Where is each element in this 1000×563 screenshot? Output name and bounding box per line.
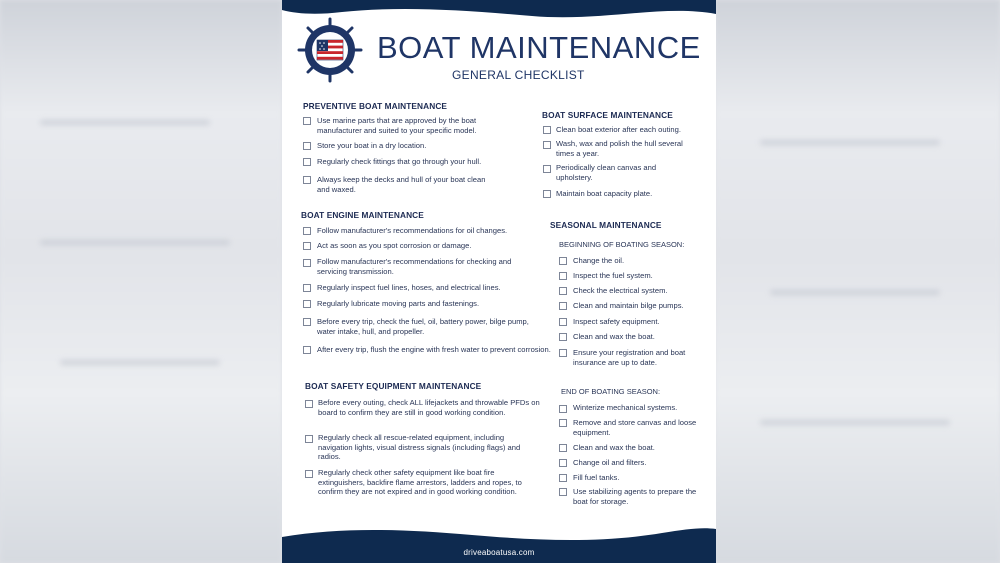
checklist-item: Use stabilizing agents to prepare the boat for storage. xyxy=(573,487,697,506)
checklist-item: Follow manufacturer's recommendations for checking and servicing transmission. xyxy=(317,257,512,276)
checklist-item: Maintain boat capacity plate. xyxy=(556,189,653,198)
checkbox[interactable] xyxy=(543,190,551,198)
ship-wheel-flag-logo xyxy=(297,17,363,83)
checklist-item: Regularly check fittings that go through your hull. xyxy=(317,157,482,166)
checklist-item: Before every trip, check the fuel, oil, battery power, bilge pump, water intake, hull, and propeller. xyxy=(317,317,529,336)
beginning-season-heading: BEGINNING OF BOATING SEASON: xyxy=(559,240,685,249)
checklist-item: Regularly check other safety equipment like boat fire extinguishers, backfire flame arrestors, ladders and ropes, to confirm they are not expired and in good working condition. xyxy=(318,468,522,496)
checklist-item: Winterize mechanical systems. xyxy=(573,403,678,412)
engine-heading: BOAT ENGINE MAINTENANCE xyxy=(301,210,424,220)
checklist-item: Periodically clean canvas and upholstery. xyxy=(556,163,657,182)
bottom-wave-banner xyxy=(282,523,716,563)
checklist-item: Change the oil. xyxy=(573,256,625,265)
checkbox[interactable] xyxy=(559,318,567,326)
background-ghost-line xyxy=(60,360,220,365)
background-blur-left xyxy=(0,0,282,563)
checklist-item: Wash, wax and polish the hull several times a year. xyxy=(556,139,683,158)
checkbox[interactable] xyxy=(303,227,311,235)
checklist-item: Change oil and filters. xyxy=(573,458,647,467)
checkbox[interactable] xyxy=(559,257,567,265)
checklist-item: Clean and wax the boat. xyxy=(573,332,655,341)
background-ghost-line xyxy=(40,120,210,125)
checkbox[interactable] xyxy=(543,126,551,134)
checklist-item: Store your boat in a dry location. xyxy=(317,141,427,150)
background-blur-right xyxy=(715,0,1000,563)
seasonal-heading: SEASONAL MAINTENANCE xyxy=(550,220,662,230)
checkbox[interactable] xyxy=(559,488,567,496)
checklist-item: Use marine parts that are approved by the boat manufacturer and suited to your specific model. xyxy=(317,116,477,135)
checkbox[interactable] xyxy=(305,470,313,478)
page-title: BOAT MAINTENANCE xyxy=(377,30,701,65)
checkbox[interactable] xyxy=(559,349,567,357)
end-season-heading: END OF BOATING SEASON: xyxy=(561,387,661,396)
checkbox[interactable] xyxy=(303,300,311,308)
checklist-item: After every trip, flush the engine with fresh water to prevent corrosion. xyxy=(317,345,551,354)
checkbox[interactable] xyxy=(303,318,311,326)
checklist-item: Inspect the fuel system. xyxy=(573,271,653,280)
background-ghost-line xyxy=(770,290,940,295)
checklist-item: Regularly lubricate moving parts and fastenings. xyxy=(317,299,480,308)
checkbox[interactable] xyxy=(303,242,311,250)
checkbox[interactable] xyxy=(303,259,311,267)
preventive-heading: PREVENTIVE BOAT MAINTENANCE xyxy=(303,101,448,111)
checkbox[interactable] xyxy=(559,287,567,295)
checklist-item: Regularly inspect fuel lines, hoses, and electrical lines. xyxy=(317,283,501,292)
checklist-item: Check the electrical system. xyxy=(573,286,668,295)
background-ghost-line xyxy=(760,140,940,145)
checklist-item: Act as soon as you spot corrosion or damage. xyxy=(317,241,472,250)
page-subtitle: GENERAL CHECKLIST xyxy=(452,68,585,82)
checkbox[interactable] xyxy=(303,284,311,292)
checklist-item: Clean and wax the boat. xyxy=(573,443,655,452)
checklist-item: Always keep the decks and hull of your boat clean and waxed. xyxy=(317,175,486,194)
safety-heading: BOAT SAFETY EQUIPMENT MAINTENANCE xyxy=(305,381,482,391)
checkbox[interactable] xyxy=(559,444,567,452)
checkbox[interactable] xyxy=(303,142,311,150)
checkbox[interactable] xyxy=(559,333,567,341)
checklist-item: Ensure your registration and boat insurance are up to date. xyxy=(573,348,686,367)
checkbox[interactable] xyxy=(559,474,567,482)
checkbox[interactable] xyxy=(305,435,313,443)
checkbox[interactable] xyxy=(303,158,311,166)
background-ghost-line xyxy=(40,240,230,245)
checklist-item: Fill fuel tanks. xyxy=(573,473,620,482)
checkbox[interactable] xyxy=(303,176,311,184)
surface-heading: BOAT SURFACE MAINTENANCE xyxy=(542,110,673,120)
footer-url[interactable]: driveaboatusa.com xyxy=(463,548,535,557)
checklist-item: Clean boat exterior after each outing. xyxy=(556,125,681,134)
checkbox[interactable] xyxy=(559,405,567,413)
checkbox[interactable] xyxy=(303,117,311,125)
checkbox[interactable] xyxy=(559,302,567,310)
checkbox[interactable] xyxy=(305,400,313,408)
checkbox[interactable] xyxy=(559,272,567,280)
checkbox[interactable] xyxy=(559,459,567,467)
checklist-item: Before every outing, check ALL lifejackets and throwable PFDs on board to confirm they are still in good working condition. xyxy=(318,398,540,417)
checkbox[interactable] xyxy=(543,165,551,173)
checklist-item: Clean and maintain bilge pumps. xyxy=(573,301,684,310)
checklist-item: Inspect safety equipment. xyxy=(573,317,660,326)
checkbox[interactable] xyxy=(543,141,551,149)
checklist-sheet xyxy=(282,0,716,563)
checkbox[interactable] xyxy=(303,346,311,354)
checklist-item: Remove and store canvas and loose equipment. xyxy=(573,418,697,437)
checklist-item: Regularly check all rescue-related equipment, including navigation lights, visual distress signals (including flags) and radios. xyxy=(318,433,521,461)
checklist-item: Follow manufacturer's recommendations for oil changes. xyxy=(317,226,508,235)
checkbox[interactable] xyxy=(559,419,567,427)
background-ghost-line xyxy=(760,420,950,425)
